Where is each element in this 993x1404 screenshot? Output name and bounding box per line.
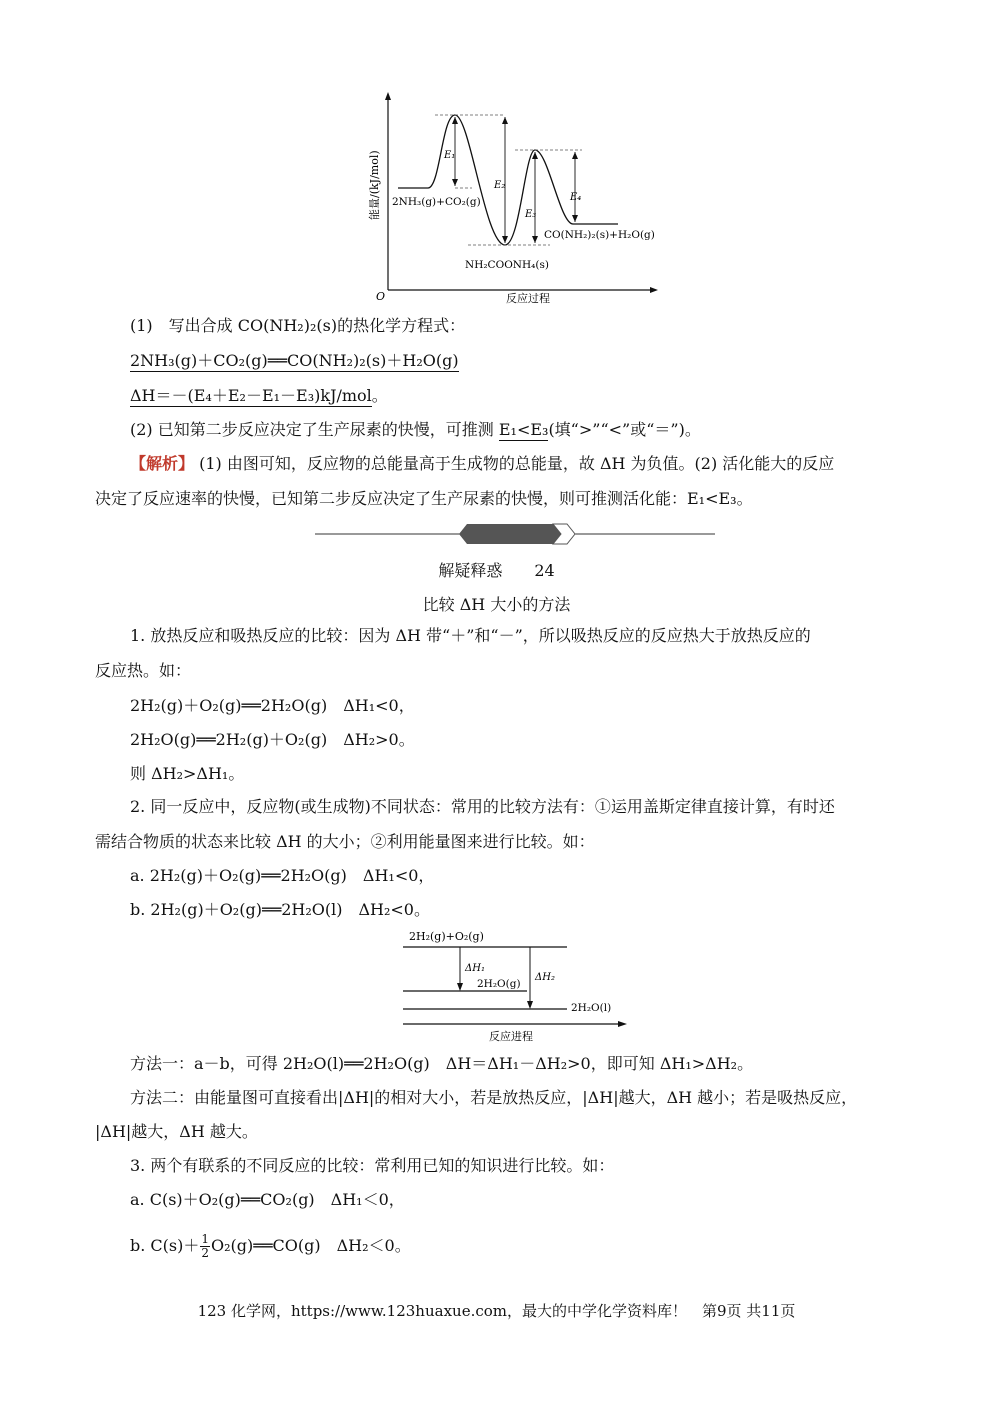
dh2-label: ΔH₂ (535, 972, 555, 983)
top-level-label: 2H₂(g)+O₂(g) (409, 930, 484, 943)
liquid-level-label: 2H₂O(l) (571, 1002, 612, 1014)
y-axis-label: 能量/(kJ/mol) (368, 150, 381, 220)
question-2-answer: E₁<E₃ (498, 420, 549, 439)
reactants-label: 2NH₃(g)+CO₂(g) (392, 196, 481, 208)
equation-1: 2H₂(g)＋O₂(g)══2H₂O(g) ΔH₁<0， (130, 696, 415, 715)
section-divider (315, 520, 715, 548)
point-2-line-1: 2. 同一反应中，反应物(或生成物)不同状态：常用的比较方法有：①运用盖斯定律直接计算，有时还 (130, 797, 835, 816)
intermediate-label: NH₂COONH₄(s) (465, 259, 549, 271)
e2-label: E₂ (494, 180, 506, 191)
analysis-line-2: 决定了反应速率的快慢，已知第二步反应决定了生产尿素的快慢，则可推测活化能：E₁<E₃。 (95, 489, 753, 508)
method-2-line-1: 方法二：由能量图可直接看出|ΔH|的相对大小，若是放热反应，|ΔH|越大，ΔH 越小；若是吸热反应， (130, 1088, 858, 1107)
equation-a: a. 2H₂(g)＋O₂(g)══2H₂O(g) ΔH₁<0， (130, 866, 435, 885)
x-axis-label: 反应过程 (506, 292, 550, 305)
question-1-prompt: (1) 写出合成 CO(NH₂)₂(s)的热化学方程式： (130, 316, 466, 335)
section-title: 解疑释惑 24 (438, 561, 555, 580)
point-2-line-2: 需结合物质的状态来比较 ΔH 的大小；②利用能量图来进行比较。如： (95, 832, 595, 851)
e1-label: E₁ (444, 150, 456, 161)
e4-label: E₄ (570, 192, 582, 203)
products-label: CO(NH₂)₂(s)+H₂O(g) (544, 229, 655, 241)
answer-enthalpy: ΔH＝－(E₄＋E₂－E₁－E₃)kJ/mol (130, 386, 372, 405)
energy-diagram-urea (360, 90, 670, 305)
dh1-label: ΔH₁ (465, 963, 485, 974)
conclusion-1: 则 ΔH₂>ΔH₁。 (130, 764, 245, 783)
point-1-line-2: 反应热。如： (95, 661, 192, 680)
section-subtitle: 比较 ΔH 大小的方法 (422, 595, 571, 614)
method-2-line-2: |ΔH|越大，ΔH 越大。 (95, 1122, 258, 1141)
energy-diagram-water (395, 925, 635, 1045)
origin-label: O (376, 290, 386, 303)
point-3: 3. 两个有联系的不同反应的比较：常利用已知的知识进行比较。如： (130, 1156, 615, 1175)
equation-2: 2H₂O(g)══2H₂(g)＋O₂(g) ΔH₂>0。 (130, 730, 415, 749)
analysis-label: 【解析】 (130, 454, 195, 473)
question-1-answer-enthalpy: ΔH＝－(E₄＋E₂－E₁－E₃)kJ/mol。 (130, 386, 388, 405)
x-axis-label-2: 反应进程 (489, 1030, 533, 1043)
method-1: 方法一：a－b，可得 2H₂O(l)══2H₂O(g) ΔH＝ΔH₁－ΔH₂>0，即可知 ΔH₁>ΔH₂。 (130, 1054, 754, 1073)
answer-equation: 2NH₃(g)＋CO₂(g)══CO(NH₂)₂(s)＋H₂O(g) (130, 351, 459, 370)
equation-b: b. 2H₂(g)＋O₂(g)══2H₂O(l) ΔH₂<0。 (130, 900, 430, 919)
equation-3b: b. C(s)＋ 1 2 O₂(g)══CO(g) ΔH₂＜0。 (130, 1231, 411, 1260)
question-1-answer-equation (130, 351, 940, 371)
point-1-line-1: 1. 放热反应和吸热反应的比较：因为 ΔH 带“＋”和“－”，所以吸热反应的反应热大于放热反应的 (130, 626, 811, 645)
gas-level-label: 2H₂O(g) (477, 978, 521, 990)
fraction-one-half: 1 2 (201, 1231, 209, 1260)
page-footer: 123 化学网，https://www.123huaxue.com，最大的中学化学资料库！ 第9页 共11页 (197, 1302, 796, 1320)
analysis-line-1: 【解析】 (1) 由图可知，反应物的总能量高于生成物的总能量，故 ΔH 为负值。(2) 活化能大的反应 (130, 454, 835, 473)
equation-3a: a. C(s)＋O₂(g)══CO₂(g) ΔH₁＜0， (130, 1190, 405, 1209)
e3-label: E₃ (525, 209, 537, 220)
question-2: (2) 已知第二步反应决定了生产尿素的快慢，可推测 E₁<E₃(填“>”“<”或“＝”)。 (130, 420, 701, 439)
